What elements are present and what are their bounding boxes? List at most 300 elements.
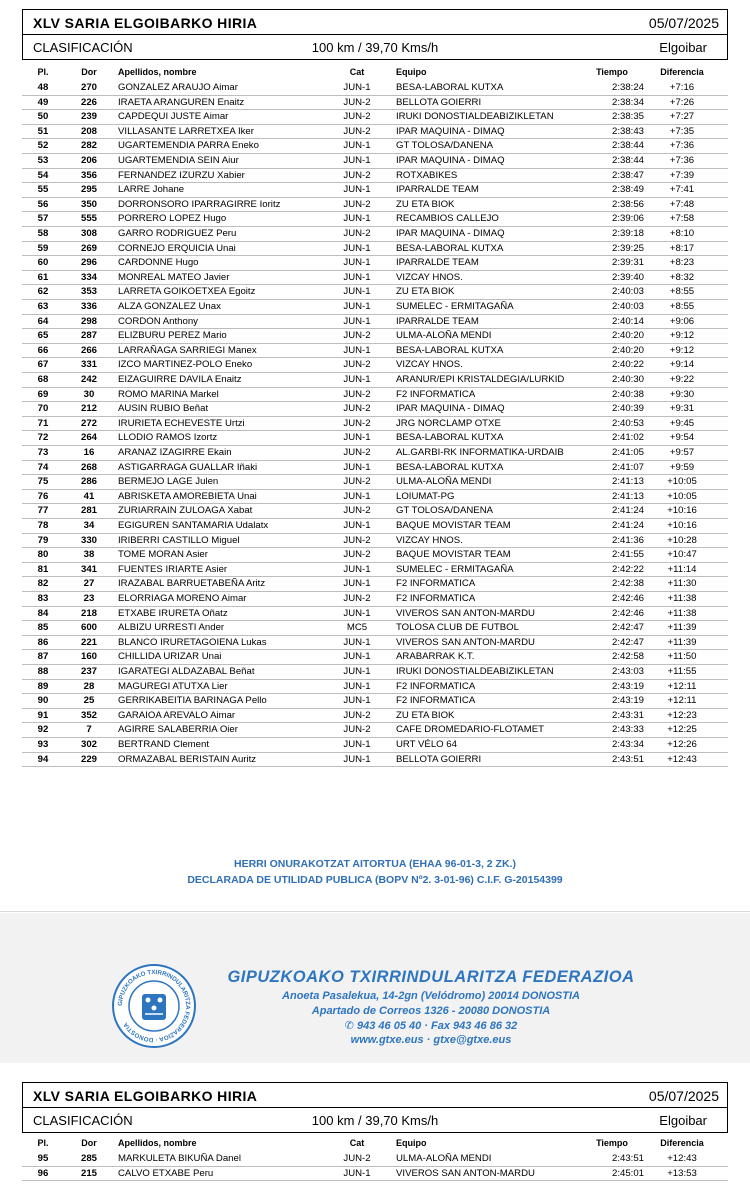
cell-pl: 61	[37, 271, 49, 283]
cell-dor: 41	[83, 490, 95, 502]
col-cat: Cat	[349, 67, 365, 77]
cell-pl: 54	[37, 169, 49, 181]
cell-pl: 56	[37, 198, 49, 210]
cell-team: ULMA-ALOÑA MENDI	[396, 330, 492, 342]
table-row	[22, 110, 728, 125]
cell-diff: +11:14	[667, 563, 697, 575]
col-team: Equipo	[396, 1138, 427, 1148]
cell-name: EGIGUREN SANTAMARIA Udalatx	[118, 520, 269, 531]
cell-name: ALBIZU URRESTI Ander	[118, 622, 225, 634]
table-row	[22, 607, 728, 622]
cell-name: ABRISKETA AMOREBIETA Unai	[118, 490, 257, 502]
col-dor: Dor	[81, 1138, 97, 1148]
cell-name: FUENTES IRIARTE Asier	[118, 563, 228, 575]
cell-cat: JUN-2	[343, 359, 371, 371]
cell-cat: JUN-1	[343, 651, 371, 663]
table-row	[22, 636, 728, 651]
col-cat: Cat	[349, 1138, 365, 1148]
cell-diff: +9:59	[669, 461, 695, 473]
table-row	[22, 417, 728, 432]
cell-cat: JUN-2	[343, 330, 371, 342]
cell-pl: 64	[37, 315, 49, 327]
cell-dor: 330	[80, 534, 97, 546]
cell-cat: JUN-1	[343, 344, 371, 356]
cell-diff: +10:16	[667, 505, 697, 517]
cell-cat: JUN-1	[343, 271, 371, 283]
federation-po-box: Apartado de Correos 1326 - 20080 DONOSTIA	[311, 1005, 551, 1017]
cell-diff: +11:50	[667, 651, 697, 663]
cell-name: CHILLIDA URIZAR Unai	[118, 651, 222, 663]
cell-name: MONREAL MATEO Javier	[118, 271, 230, 283]
cell-dor: 34	[83, 520, 95, 531]
col-name: Apellidos, nombre	[118, 67, 197, 77]
cell-diff: +7:26	[669, 96, 695, 108]
table-row	[22, 563, 728, 578]
cell-diff: +11:55	[667, 666, 697, 677]
cell-time: 2:41:36	[611, 534, 644, 546]
cell-dor: 555	[80, 213, 97, 225]
cell-name: AUSIN RUBIO Beñat	[118, 403, 209, 415]
cell-cat: JUN-2	[343, 709, 371, 721]
classification-label: CLASIFICACIÓN	[33, 40, 133, 55]
col-team: Equipo	[396, 67, 427, 77]
cell-team: IRUKI DONOSTIALDEABIZIKLETAN	[396, 666, 554, 677]
cell-pl: 52	[37, 140, 49, 152]
cell-name: ELIZBURU PEREZ Mario	[118, 330, 227, 342]
col-diff: Diferencia	[660, 67, 704, 77]
cell-cat: JUN-1	[343, 753, 371, 765]
cell-dor: 208	[80, 125, 97, 137]
cell-pl: 60	[37, 257, 49, 269]
cell-dor: 331	[80, 359, 97, 371]
cell-pl: 93	[37, 739, 49, 750]
cell-dor: 268	[80, 461, 97, 473]
cell-name: ELORRIAGA MORENO Aimar	[118, 593, 247, 604]
table-row	[22, 212, 728, 227]
cell-dor: 28	[83, 680, 95, 692]
cell-team: LOIUMAT-PG	[396, 490, 455, 502]
cell-name: DORRONSORO IPARRAGIRRE Ioritz	[118, 198, 281, 210]
cell-cat: JUN-1	[343, 695, 371, 707]
cell-name: ASTIGARRAGA GUALLAR Iñaki	[118, 461, 258, 473]
cell-cat: JUN-1	[343, 242, 371, 254]
cell-pl: 59	[37, 242, 49, 254]
table-row	[22, 139, 728, 154]
cell-name: IGARATEGI ALDAZABAL Beñat	[118, 666, 255, 677]
cell-name: UGARTEMENDIA SEIN Aiur	[118, 155, 239, 166]
table-row	[22, 665, 728, 680]
table-row	[22, 694, 728, 709]
cell-name: LARRAÑAGA SARRIEGI Manex	[118, 344, 257, 356]
cell-diff: +12:43	[667, 1153, 697, 1164]
cell-team: URT VÉLO 64	[396, 739, 457, 750]
table-row	[22, 475, 728, 490]
cell-dor: 356	[80, 169, 97, 181]
cell-cat: JUN-1	[343, 461, 371, 473]
cell-diff: +7:16	[669, 82, 695, 93]
cell-time: 2:42:47	[611, 636, 644, 648]
cell-time: 2:39:31	[611, 257, 644, 269]
cell-pl: 48	[37, 82, 49, 93]
cell-team: F2 INFORMATICA	[396, 680, 476, 692]
cell-dor: 281	[80, 505, 97, 517]
cell-diff: +9:06	[669, 315, 695, 327]
cell-team: BESA-LABORAL KUTXA	[396, 82, 504, 93]
cell-time: 2:42:22	[611, 563, 644, 575]
table-row	[22, 431, 728, 446]
cell-time: 2:38:35	[611, 111, 644, 123]
cell-time: 2:38:47	[611, 169, 644, 181]
cell-team: BESA-LABORAL KUTXA	[396, 461, 504, 473]
cell-cat: JUN-1	[343, 213, 371, 225]
cell-diff: +9:12	[669, 344, 695, 356]
cell-dor: 160	[80, 651, 97, 663]
race-place: Elgoibar	[659, 1113, 707, 1128]
cell-time: 2:43:03	[611, 666, 644, 677]
cell-time: 2:43:33	[611, 724, 644, 736]
cell-diff: +9:22	[669, 374, 695, 385]
table-row	[22, 315, 728, 330]
table-row	[22, 373, 728, 388]
cell-dor: 270	[80, 82, 97, 93]
cell-team: TOLOSA CLUB DE FUTBOL	[396, 622, 519, 634]
cell-team: BELLOTA GOIERRI	[396, 753, 482, 765]
cell-name: BERMEJO LAGE Julen	[118, 476, 219, 488]
cell-pl: 72	[37, 432, 49, 444]
cell-dor: 296	[80, 257, 97, 269]
cell-cat: JUN-2	[343, 505, 371, 517]
cell-team: BESA-LABORAL KUTXA	[396, 432, 504, 444]
cell-pl: 68	[37, 374, 49, 385]
cell-name: GERRIKABEITIA BARINAGA Pello	[118, 695, 267, 707]
cell-time: 2:41:24	[611, 520, 644, 531]
cell-time: 2:41:13	[611, 476, 644, 488]
table-row	[22, 490, 728, 505]
cell-name: LARRE Johane	[118, 184, 185, 196]
cell-dor: 221	[80, 636, 97, 648]
cell-team: ARABARRAK K.T.	[396, 651, 475, 663]
cell-cat: JUN-1	[343, 636, 371, 648]
cell-time: 2:43:51	[611, 1153, 644, 1164]
cell-cat: JUN-1	[343, 739, 371, 750]
cell-cat: JUN-2	[343, 417, 371, 429]
cell-diff: +11:38	[667, 607, 697, 619]
cell-diff: +10:05	[667, 490, 697, 502]
cell-pl: 81	[37, 563, 49, 575]
col-dor: Dor	[81, 67, 97, 77]
cell-dor: 341	[80, 563, 97, 575]
table-row	[22, 358, 728, 373]
cell-diff: +13:53	[667, 1167, 697, 1179]
cell-time: 2:38:44	[611, 155, 644, 166]
cell-pl: 53	[37, 155, 49, 166]
cell-time: 2:41:02	[611, 432, 644, 444]
cell-diff: +8:55	[669, 286, 695, 298]
cell-pl: 84	[37, 607, 49, 619]
cell-diff: +7:27	[669, 111, 695, 123]
cell-name: ROMO MARINA Markel	[118, 388, 219, 400]
cell-team: GT TOLOSA/DANENA	[396, 140, 494, 152]
cell-time: 2:40:30	[611, 374, 644, 385]
cell-diff: +12:26	[667, 739, 697, 750]
cell-name: IRIBERRI CASTILLO Miguel	[118, 534, 240, 546]
cell-time: 2:41:07	[611, 461, 644, 473]
cell-time: 2:40:22	[611, 359, 644, 371]
cell-name: MAGUREGI ATUTXA Lier	[118, 680, 228, 692]
cell-cat: JUN-1	[343, 184, 371, 196]
cell-diff: +8:17	[669, 242, 695, 254]
cell-diff: +10:05	[667, 476, 697, 488]
cell-pl: 66	[37, 344, 49, 356]
cell-diff: +9:57	[669, 447, 695, 458]
cell-name: CARDONNE Hugo	[118, 257, 199, 269]
cell-pl: 77	[37, 505, 49, 517]
web-email-text: www.gtxe.eus · gtxe@gtxe.eus	[350, 1034, 512, 1046]
cell-cat: JUN-1	[343, 315, 371, 327]
cell-diff: +12:11	[667, 695, 697, 707]
cell-cat: JUN-1	[343, 374, 371, 385]
cell-diff: +9:45	[669, 417, 695, 429]
race-title: XLV SARIA ELGOIBARKO HIRIA	[33, 15, 258, 31]
cell-pl: 49	[37, 96, 49, 108]
cell-name: IRAETA ARANGUREN Enaitz	[118, 96, 245, 108]
cell-time: 2:42:58	[611, 651, 644, 663]
race-date: 05/07/2025	[648, 1088, 719, 1104]
cell-diff: +9:54	[669, 432, 695, 444]
table-row	[22, 534, 728, 549]
cell-name: ORMAZABAL BERISTAIN Auritz	[118, 753, 257, 765]
cell-diff: +7:41	[669, 184, 695, 196]
cell-team: SUMELEC - ERMITAGAÑA	[396, 301, 514, 312]
table-row	[22, 680, 728, 695]
col-pl: Pl.	[37, 1138, 49, 1148]
cell-cat: JUN-1	[343, 607, 371, 619]
cell-pl: 67	[37, 359, 49, 371]
table-row	[22, 1167, 728, 1182]
cell-dor: 215	[80, 1167, 97, 1179]
table-row	[22, 169, 728, 184]
cell-time: 2:39:25	[611, 242, 644, 254]
cell-time: 2:43:19	[611, 680, 644, 692]
cell-name: CALVO ETXABE Peru	[118, 1167, 214, 1179]
table-row	[22, 96, 728, 111]
cell-pl: 58	[37, 228, 49, 239]
cell-name: IRURIETA ECHEVESTE Urtzi	[118, 417, 245, 429]
cell-cat: JUN-2	[343, 388, 371, 400]
cell-dor: 287	[80, 330, 97, 342]
cell-dor: 264	[80, 432, 97, 444]
table-row	[22, 446, 728, 461]
cell-name: VILLASANTE LARRETXEA Iker	[118, 125, 254, 137]
cell-pl: 85	[37, 622, 49, 634]
classification-label: CLASIFICACIÓN	[33, 1113, 133, 1128]
cell-dor: 302	[80, 739, 97, 750]
cell-pl: 83	[37, 593, 49, 604]
cell-dor: 239	[80, 111, 97, 123]
col-diff: Diferencia	[660, 1138, 704, 1148]
cell-dor: 38	[83, 549, 95, 561]
cell-cat: MC5	[346, 622, 368, 634]
cell-diff: +9:31	[669, 403, 695, 415]
cell-time: 2:43:31	[611, 709, 644, 721]
cell-time: 2:42:38	[611, 578, 644, 590]
cell-pl: 63	[37, 301, 49, 312]
cell-dor: 282	[80, 140, 97, 152]
table-row	[22, 738, 728, 753]
cell-dor: 266	[80, 344, 97, 356]
cell-diff: +12:11	[667, 680, 697, 692]
cell-team: BESA-LABORAL KUTXA	[396, 344, 504, 356]
cell-team: F2 INFORMATICA	[396, 388, 476, 400]
cell-diff: +8:23	[669, 257, 695, 269]
cell-pl: 51	[37, 125, 49, 137]
table-row	[22, 227, 728, 242]
table-row	[22, 256, 728, 271]
table-row	[22, 753, 728, 768]
cell-time: 2:42:46	[611, 607, 644, 619]
cell-name: LARRETA GOIKOETXEA Egoitz	[118, 286, 256, 298]
cell-name: BERTRAND Clement	[118, 739, 209, 750]
cell-team: IPARRALDE TEAM	[396, 184, 479, 196]
cell-pl: 71	[37, 417, 49, 429]
table-row	[22, 81, 728, 96]
cell-dor: 229	[80, 753, 97, 765]
cell-dor: 272	[80, 417, 97, 429]
cell-pl: 80	[37, 549, 49, 561]
cell-diff: +11:39	[667, 622, 697, 634]
cell-diff: +12:25	[667, 724, 697, 736]
cell-time: 2:42:47	[611, 622, 644, 634]
cell-diff: +7:36	[669, 140, 695, 152]
table-row	[22, 300, 728, 315]
federation-seal-icon	[112, 964, 196, 1048]
cell-diff: +8:10	[669, 228, 695, 239]
cell-cat: JUN-2	[343, 549, 371, 561]
cell-team: IPARRALDE TEAM	[396, 257, 479, 269]
race-place: Elgoibar	[659, 40, 707, 55]
cell-dor: 237	[80, 666, 97, 677]
cell-pl: 90	[37, 695, 49, 707]
cell-team: BAQUE MOVISTAR TEAM	[396, 549, 511, 561]
federation-phone: ✆ 943 46 05 40 · Fax 943 46 86 32	[344, 1020, 518, 1032]
cell-time: 2:41:13	[611, 490, 644, 502]
race-header-page-2	[22, 1082, 728, 1133]
cell-cat: JUN-1	[343, 140, 371, 152]
cell-cat: JUN-2	[343, 198, 371, 210]
cell-diff: +12:43	[667, 753, 697, 765]
cell-pl: 79	[37, 534, 49, 546]
cell-cat: JUN-1	[343, 1167, 371, 1179]
cell-team: IPAR MAQUINA - DIMAQ	[396, 125, 505, 137]
cell-time: 2:41:24	[611, 505, 644, 517]
cell-team: BELLOTA GOIERRI	[396, 96, 482, 108]
cell-pl: 65	[37, 330, 49, 342]
cell-time: 2:43:34	[611, 739, 644, 750]
cell-time: 2:40:20	[611, 330, 644, 342]
cell-diff: +9:12	[669, 330, 695, 342]
cell-name: GARRO RODRIGUEZ Peru	[118, 228, 237, 239]
cell-diff: +8:32	[669, 271, 695, 283]
cell-name: UGARTEMENDIA PARRA Eneko	[118, 140, 259, 152]
table-row	[22, 519, 728, 534]
cell-time: 2:45:01	[611, 1167, 644, 1179]
cell-time: 2:38:44	[611, 140, 644, 152]
cell-time: 2:40:03	[611, 301, 644, 312]
cell-team: SUMELEC - ERMITAGAÑA	[396, 563, 514, 575]
table-row	[22, 577, 728, 592]
cell-dor: 350	[80, 198, 97, 210]
col-time: Tiempo	[596, 67, 628, 77]
cell-team: ARANUR/EPI KRISTALDEGIA/LURKID	[396, 374, 565, 385]
cell-pl: 75	[37, 476, 49, 488]
federation-address: Anoeta Pasalekua, 14-2gn (Velódromo) 20014 DONOSTIA	[282, 990, 580, 1002]
cell-pl: 62	[37, 286, 49, 298]
table-row	[22, 1152, 728, 1167]
cell-cat: JUN-1	[343, 82, 371, 93]
distance-speed: 100 km / 39,70 Kms/h	[311, 1113, 439, 1128]
cell-pl: 74	[37, 461, 49, 473]
declaration-line-2: DECLARADA DE UTILIDAD PUBLICA (BOPV Nº2. 3-01-96) C.I.F. G-20154399	[187, 874, 563, 886]
cell-time: 2:39:06	[611, 213, 644, 225]
cell-cat: JUN-2	[343, 96, 371, 108]
cell-cat: JUN-1	[343, 666, 371, 677]
cell-time: 2:40:14	[611, 315, 644, 327]
cell-dor: 30	[83, 388, 95, 400]
cell-cat: JUN-1	[343, 432, 371, 444]
cell-diff: +7:58	[669, 213, 695, 225]
cell-diff: +12:23	[667, 709, 697, 721]
declaration-line-1: HERRI ONURAKOTZAT AITORTUA (EHAA 96-01-3, 2 ZK.)	[234, 858, 516, 870]
cell-pl: 87	[37, 651, 49, 663]
cell-dor: 269	[80, 242, 97, 254]
cell-name: ALZA GONZALEZ Unax	[118, 301, 221, 312]
cell-pl: 92	[37, 724, 49, 736]
cell-team: BAQUE MOVISTAR TEAM	[396, 520, 511, 531]
cell-time: 2:38:43	[611, 125, 644, 137]
cell-team: VIVEROS SAN ANTON-MARDU	[396, 607, 535, 619]
table-row	[22, 125, 728, 140]
cell-team: ZU ETA BIOK	[396, 709, 455, 721]
cell-name: ZURIARRAIN ZULOAGA Xabat	[118, 505, 253, 517]
cell-name: EIZAGUIRRE DAVILA Enaitz	[118, 374, 242, 385]
federation-web[interactable]	[216, 1034, 646, 1046]
table-row	[22, 504, 728, 519]
cell-pl: 82	[37, 578, 49, 590]
cell-dor: 23	[83, 593, 95, 604]
cell-cat: JUN-1	[343, 301, 371, 312]
cell-team: ULMA-ALOÑA MENDI	[396, 1153, 492, 1164]
cell-dor: 242	[80, 374, 97, 385]
cell-cat: JUN-1	[343, 257, 371, 269]
cell-team: RECAMBIOS CALLEJO	[396, 213, 499, 225]
distance-speed: 100 km / 39,70 Kms/h	[311, 40, 439, 55]
cell-name: ARANAZ IZAGIRRE Ekain	[118, 447, 232, 458]
cell-dor: 298	[80, 315, 97, 327]
cell-name: AGIRRE SALABERRIA Oier	[118, 724, 238, 736]
cell-name: GONZALEZ ARAUJO Aimar	[118, 82, 238, 93]
cell-team: F2 INFORMATICA	[396, 578, 476, 590]
column-headers-page-2	[22, 1135, 728, 1151]
cell-dor: 226	[80, 96, 97, 108]
cell-cat: JUN-2	[343, 1153, 371, 1164]
cell-pl: 91	[37, 709, 49, 721]
cell-diff: +7:39	[669, 169, 695, 181]
race-header	[22, 9, 728, 60]
cell-dor: 206	[80, 155, 97, 166]
cell-dor: 27	[83, 578, 95, 590]
cell-name: CORDON Anthony	[118, 315, 198, 327]
cell-time: 2:40:03	[611, 286, 644, 298]
